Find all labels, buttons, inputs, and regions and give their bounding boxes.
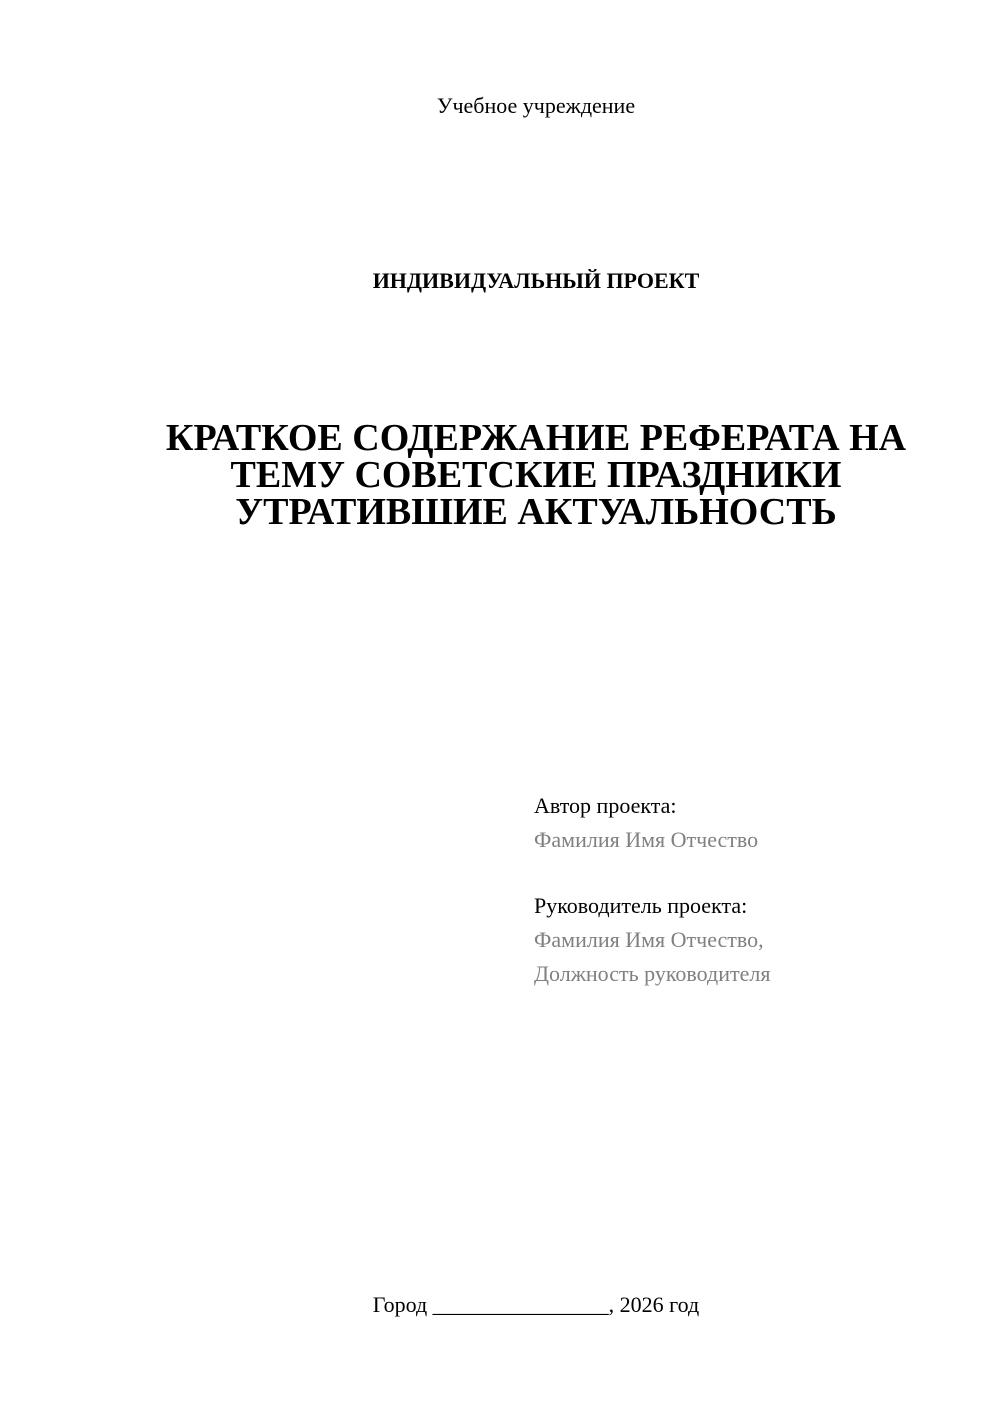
supervisor-position: Должность руководителя	[534, 961, 771, 986]
project-type-heading: ИНДИВИДУАЛЬНЫЙ ПРОЕКТ	[372, 268, 700, 293]
project-title-line-3: УТРАТИВШИЕ АКТУАЛЬНОСТЬ	[235, 491, 837, 533]
institution-name: Учебное учреждение	[436, 93, 636, 118]
supervisor-label: Руководитель проекта:	[534, 893, 748, 918]
credits-block	[534, 789, 974, 991]
supervisor-name: Фамилия Имя Отчество,	[534, 927, 764, 952]
project-title	[130, 417, 942, 533]
author-name: Фамилия Имя Отчество	[534, 827, 759, 852]
project-title-line-2: ТЕМУ СОВЕТСКИЕ ПРАЗДНИКИ	[230, 454, 842, 496]
city-year-footer: Город ________________, 2026 год	[372, 1292, 700, 1317]
author-label: Автор проекта:	[534, 793, 677, 818]
project-title-line-1: КРАТКОЕ СОДЕРЖАНИЕ РЕФЕРАТА НА	[165, 417, 907, 459]
